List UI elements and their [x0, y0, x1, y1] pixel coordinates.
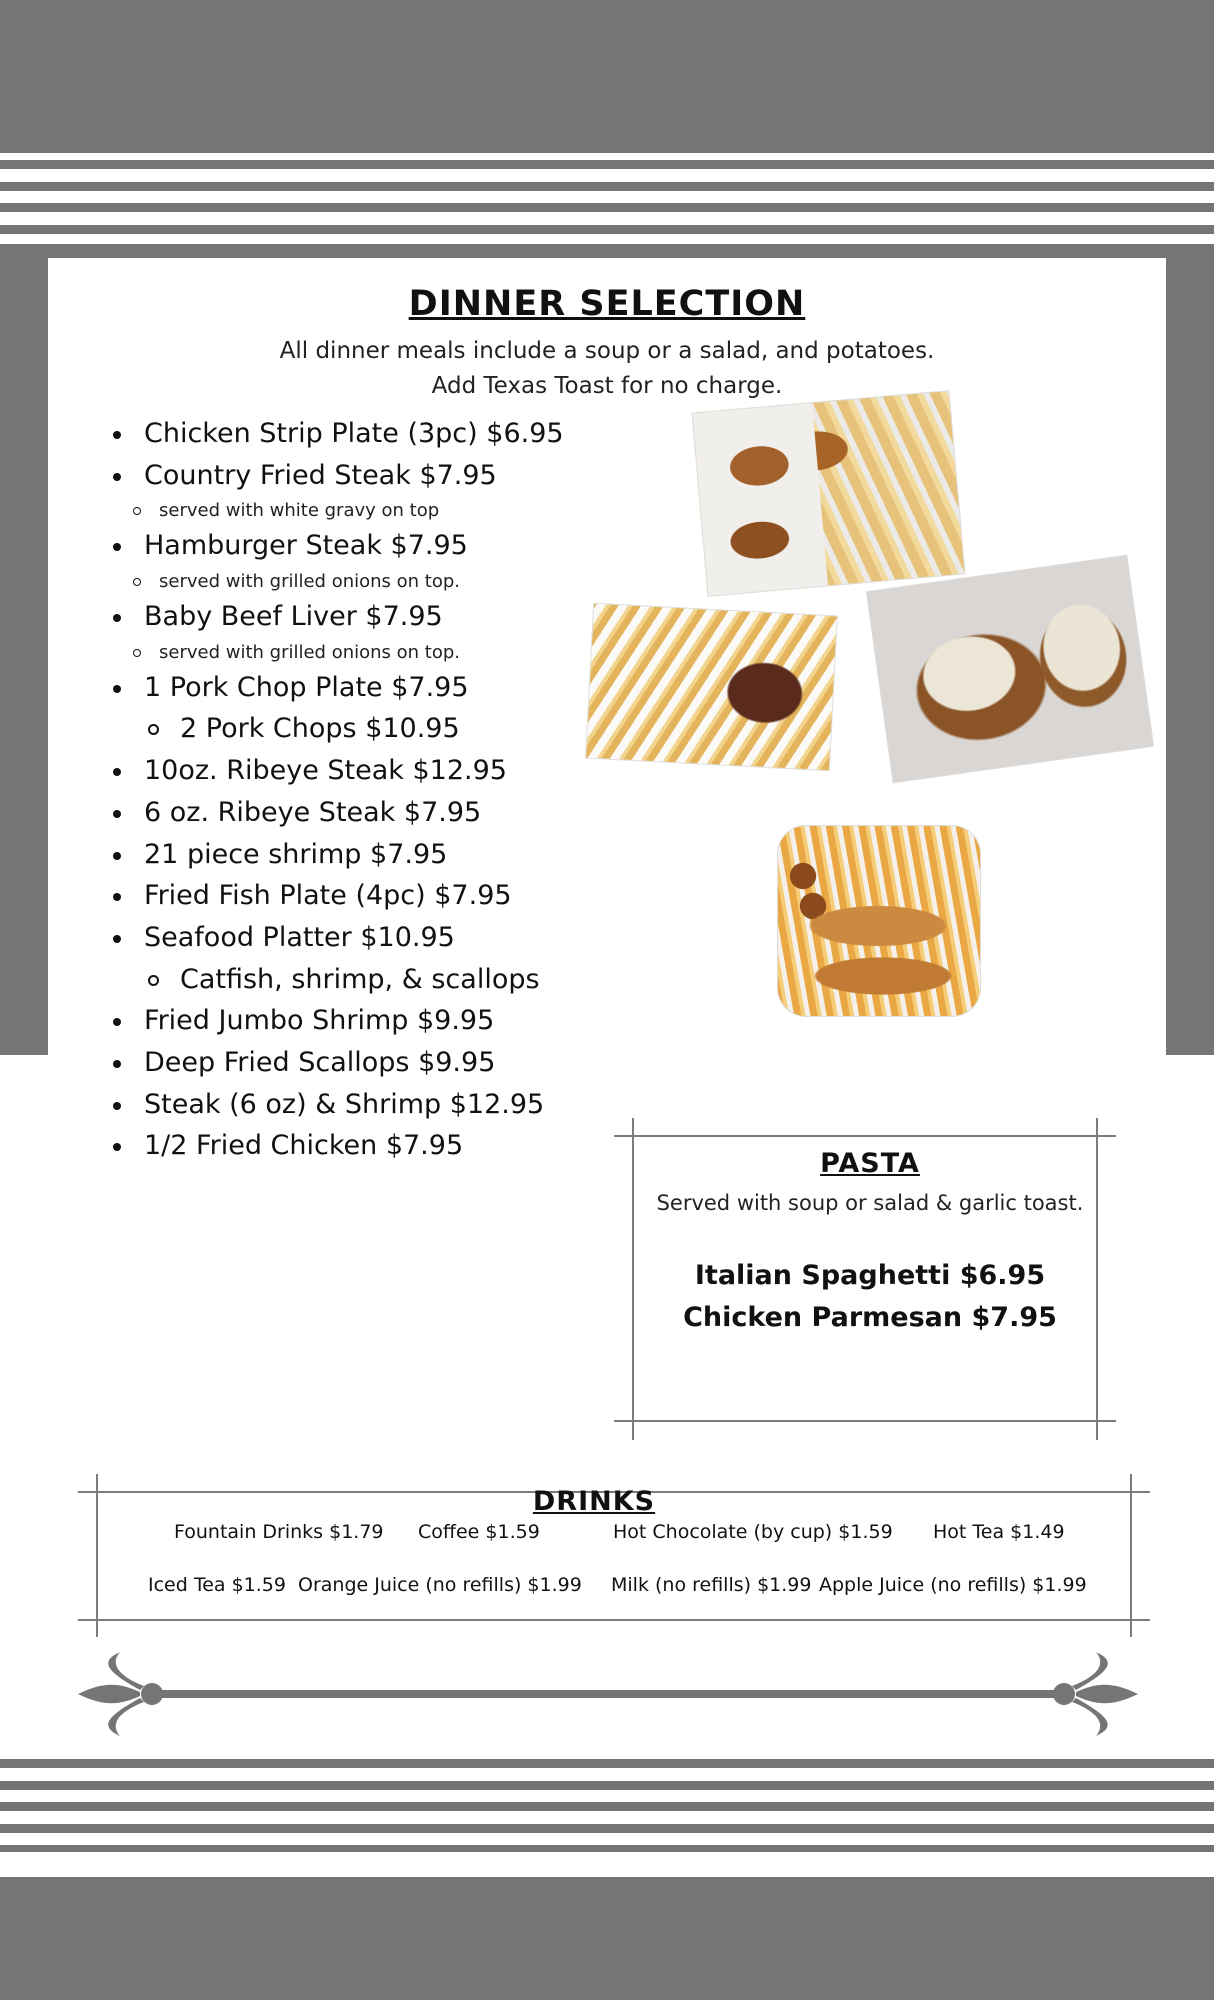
pasta-item: Italian Spaghetti $6.95: [694, 1260, 1046, 1291]
menu-subitem: Catfish, shrimp, & scallops: [110, 959, 630, 1001]
menu-item: Chicken Strip Plate (3pc) $6.95: [110, 413, 630, 455]
top-stripe: [0, 182, 1214, 191]
drink-item: Fountain Drinks $1.79: [174, 1521, 384, 1543]
ornament-divider: [78, 1652, 1138, 1737]
page-title: DINNER SELECTION: [408, 284, 806, 324]
menu-item-note: served with grilled onions on top.: [110, 638, 630, 667]
fleur-left-icon: [78, 1652, 163, 1736]
bottom-stripe: [0, 1824, 1214, 1833]
top-gray-band: [0, 0, 1214, 153]
top-stripe: [0, 203, 1214, 212]
menu-item-note: served with grilled onions on top.: [110, 567, 630, 596]
pasta-note: Served with soup or salad & garlic toast.: [656, 1191, 1084, 1215]
drink-item: Iced Tea $1.59: [148, 1574, 286, 1596]
menu-item: 1/2 Fried Chicken $7.95: [110, 1125, 630, 1167]
menu-subitem: 2 Pork Chops $10.95: [110, 708, 630, 750]
menu-item: 1 Pork Chop Plate $7.95: [110, 667, 630, 709]
menu-item: 10oz. Ribeye Steak $12.95: [110, 750, 630, 792]
bottom-stripe: [0, 1845, 1214, 1852]
menu-item: Country Fried Steak $7.95: [110, 455, 630, 497]
pasta-title: PASTA: [820, 1148, 920, 1179]
drink-item: Coffee $1.59: [418, 1521, 540, 1543]
menu-item: 21 piece shrimp $7.95: [110, 834, 630, 876]
menu-item: Seafood Platter $10.95: [110, 917, 630, 959]
drink-item: Orange Juice (no refills) $1.99: [298, 1574, 582, 1596]
menu-item: Deep Fried Scallops $9.95: [110, 1042, 630, 1084]
menu-item: Hamburger Steak $7.95: [110, 525, 630, 567]
bottom-gray-band: [0, 1877, 1214, 2000]
bottom-stripe: [0, 1759, 1214, 1768]
menu-item-note: served with white gravy on top: [110, 496, 630, 525]
menu-item: 6 oz. Ribeye Steak $7.95: [110, 792, 630, 834]
menu-item: Fried Fish Plate (4pc) $7.95: [110, 875, 630, 917]
fleur-right-icon: [1053, 1652, 1138, 1736]
bottom-stripe: [0, 1781, 1214, 1790]
drink-item: Hot Chocolate (by cup) $1.59: [613, 1521, 893, 1543]
ornament-bar: [148, 1690, 1068, 1698]
drink-item: Apple Juice (no refills) $1.99: [819, 1574, 1087, 1596]
meal-note: All dinner meals include a soup or a salad, and potatoes.: [279, 338, 935, 364]
drink-item: Hot Tea $1.49: [933, 1521, 1065, 1543]
pasta-box-border: [614, 1420, 1116, 1422]
pasta-item: Chicken Parmesan $7.95: [683, 1302, 1057, 1333]
dinner-list: [110, 413, 630, 1167]
top-stripe: [0, 225, 1214, 234]
drinks-title: DRINKS: [532, 1486, 656, 1517]
menu-item: Baby Beef Liver $7.95: [110, 596, 630, 638]
bottom-stripe: [0, 1802, 1214, 1811]
beef-liver-photo: [586, 604, 837, 771]
fried-fish-photo: [778, 826, 980, 1016]
pasta-box-border: [614, 1135, 1116, 1137]
drinks-box-border: [78, 1619, 1150, 1621]
top-stripe: [0, 160, 1214, 169]
country-fried-steak-photo: [867, 556, 1153, 783]
chicken-strips-photo: [693, 391, 965, 596]
toast-note: Add Texas Toast for no charge.: [431, 373, 783, 399]
menu-item: Fried Jumbo Shrimp $9.95: [110, 1000, 630, 1042]
menu-item: Steak (6 oz) & Shrimp $12.95: [110, 1084, 630, 1126]
drink-item: Milk (no refills) $1.99: [611, 1574, 812, 1596]
